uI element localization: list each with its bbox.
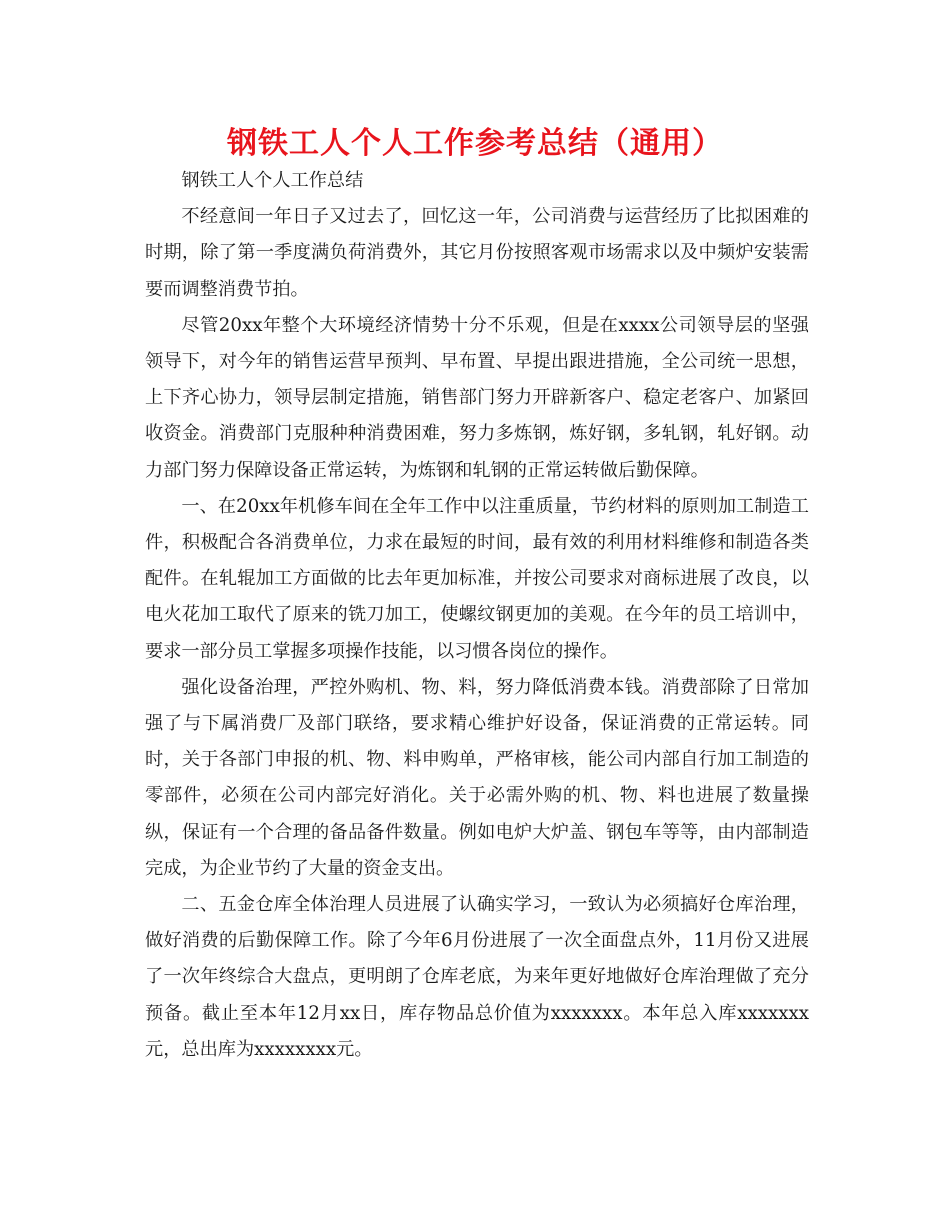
body-paragraph: 强化设备治理，严控外购机、物、料，努力降低消费本钱。消费部除了日常加强了与下属消费厂及部门联络，要求精心维护好设备，保证消费的正常运转。同时，关于各部门申报的机、物、料申购单，严格审核，能公司内部自行加工制造的零部件，必须在公司内部完好消化。关于必需外购的机、物、料也进展了数量操纵，保证有一个合理的备品备件数量。例如电炉大炉盖、钢包车等等，由内部制造完成，为企业节约了大量的资金支出。 [145, 676, 809, 879]
body-paragraph: 不经意间一年日子又过去了，回忆这一年，公司消费与运营经历了比拟困难的时期，除了第一季度满负荷消费外，其它月份按照客观市场需求以及中频炉安装需要而调整消费节拍。 [145, 206, 809, 300]
document-title: 钢铁工人个人工作参考总结（通用） [227, 126, 723, 161]
subtitle-paragraph: 钢铁工人个人工作总结 [181, 170, 364, 191]
document-body [145, 163, 809, 1068]
body-paragraph: 二、五金仓库全体治理人员进展了认确实学习，一致认为必须搞好仓库治理，做好消费的后勤保障工作。除了今年6月份进展了一次全面盘点外，11月份又进展了一次年终综合大盘点，更明朗了仓库老底，为来年更好地做好仓库治理做了充分预备。截止至本年12月xx日，库存物品总价值为xxxxxxx。本年总入库xxxxxxx元，总出库为xxxxxxxx元。 [145, 894, 809, 1060]
body-paragraph: 尽管20xx年整个大环境经济情势十分不乐观，但是在xxxx公司领导层的坚强领导下，对今年的销售运营早预判、早布置、早提出跟进措施，全公司统一思想，上下齐心协力，领导层制定措施，销售部门努力开辟新客户、稳定老客户、加紧回收资金。消费部门克服种种消费困难，努力多炼钢，炼好钢，多轧钢，轧好钢。动力部门努力保障设备正常运转，为炼钢和轧钢的正常运转做后勤保障。 [145, 314, 809, 481]
body-paragraph: 一、在20xx年机修车间在全年工作中以注重质量，节约材料的原则加工制造工件，积极配合各消费单位，力求在最短的时间，最有效的利用材料维修和制造各类配件。在轧辊加工方面做的比去年更加标准，并按公司要求对商标进展了改良，以电火花加工取代了原来的铣刀加工，使螺纹钢更加的美观。在今年的员工培训中，要求一部分员工掌握多项操作技能，以习惯各岗位的操作。 [145, 495, 809, 662]
